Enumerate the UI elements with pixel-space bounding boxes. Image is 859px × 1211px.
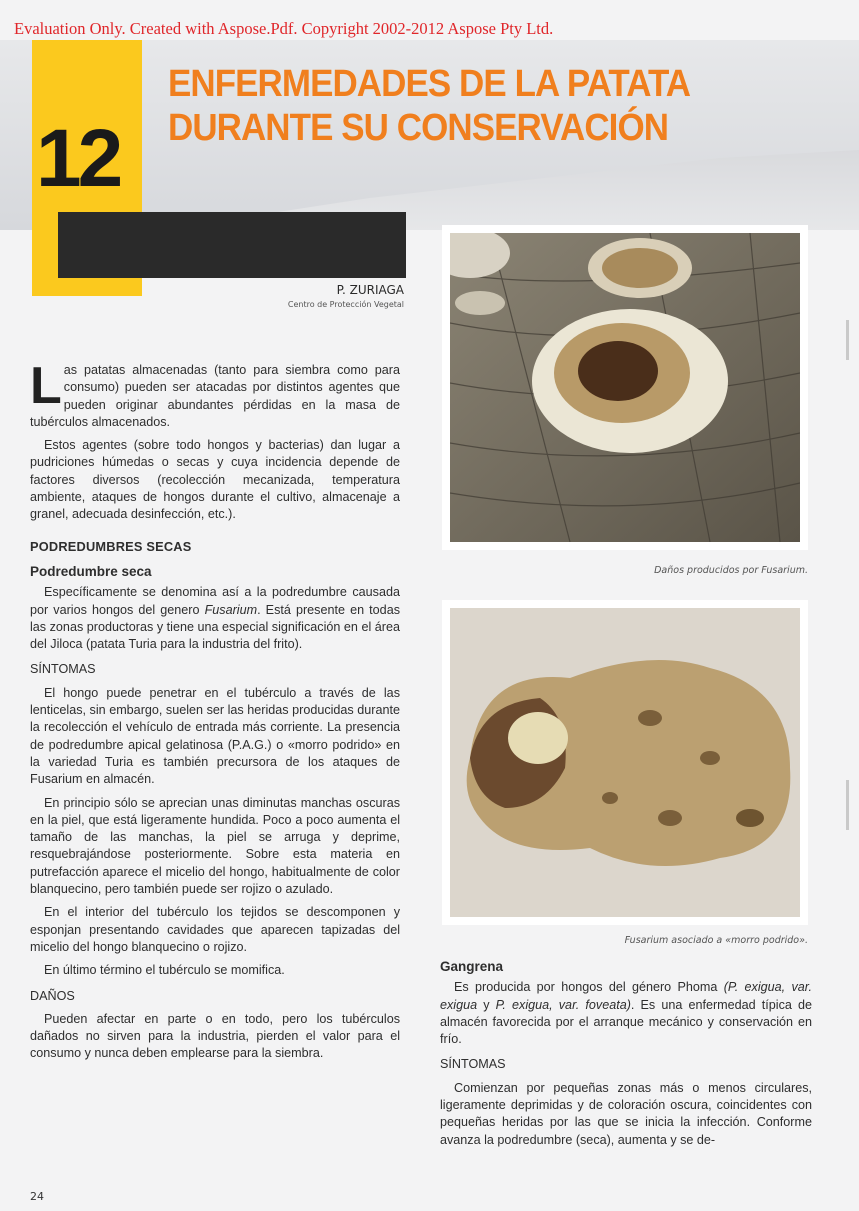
photo-fusarium-damage [442,225,808,550]
left-column [30,357,400,1069]
drop-cap: L [30,357,62,415]
symptoms-paragraph-1: El hongo puede penetrar en el tubérculo a través de las lenticelas, sin embargo, suelen ser las heridas producidas durante la recolección el vehículo de entrada más corriente. La presencia de podredumbre apical gelatinosa (P.A.G.) o «morro podrido» en la variedad Turia es también precursora de los ataques de Fusarium en almacén. [30,685,400,787]
symptoms-paragraph-4: En último término el tubérculo se momifica. [44,963,285,978]
page-title [168,62,691,150]
author-name: P. ZURIAGA [336,283,404,297]
intro-paragraph-2: Estos agentes (sobre todo hongos y bacterias) dan lugar a pudriciones húmedas o secas y cuya incidencia depende de factores diversos (recolección mecanizada, temperatura ambiente, ataques de hongos durante el cultivo, almacenaje a granel, adecuada desinfección, etc.). [30,438,400,522]
header-black-bar [58,212,406,278]
dry-rot-paragraph: Específicamente se denomina así a la podredumbre causada por varios hongos del genero Fusarium. Está presente en todas las zonas productoras y tiene una especial significación en el área del Jiloca (patata Turia para la industria del frito). [30,585,400,652]
damage-paragraph: Pueden afectar en parte o en todo, pero los tubérculos dañados no sirven para la industria, pierden el valor para el consumo y nunca deben emplearse para la siembra. [30,1011,400,1061]
intro-paragraph-1: Las patatas almacenadas (tanto para siembra como para consumo) pueden ser atacadas por distintos agentes que pueden originar abundantes pérdidas en la masa de tubérculos almacenados. [30,357,400,429]
page-number: 24 [30,1190,44,1203]
scan-edge-mark [846,320,849,360]
title-line-1: ENFERMEDADES DE LA PATATA [168,63,691,105]
scan-edge-mark [846,780,849,830]
photo-caption-2: Fusarium asociado a «morro podrido». [624,935,808,946]
right-column [440,952,812,1155]
gangrene-symptoms-heading: SÍNTOMAS [440,1057,506,1072]
photo-caption-1: Daños producidos por Fusarium. [654,565,808,576]
symptoms-paragraph-3: En el interior del tubérculo los tejidos se descomponen y esponjan presentando cavidades que aparecen tapizadas del micelio del hongo blanquecino o rojizo. [30,905,400,954]
symptoms-heading: SÍNTOMAS [30,662,96,677]
title-line-2: DURANTE SU CONSERVACIÓN [168,107,669,149]
gangrene-symptoms-paragraph: Comienzan por pequeñas zonas más o menos circulares, ligeramente deprimidas y de coloración oscura, coincidentes con pequeñas heridas por las que se inicia la infección. Conforme avanza la podredumbre (seca), aumenta y se de- [440,1080,812,1147]
author-affiliation: Centro de Protección Vegetal [287,300,404,309]
subheading-dry-rot: Podredumbre seca [30,563,152,579]
chapter-number: 12 [36,113,120,204]
gangrene-paragraph: Es producida por hongos del género Phoma (P. exigua, var. exigua y P. exigua, var. foveata). Es una enfermedad típica de almacén favorecida por el arranque mecánico y conservación en frío. [440,980,812,1047]
section-heading-dry-rot: PODREDUMBRES SECAS [30,538,192,554]
symptoms-paragraph-2: En principio sólo se aprecian unas diminutas manchas oscuras en la piel, que está ligeramente hundida. Poco a poco aumenta el tamaño de las manchas, la piel se arruga y deprime, resquebrajándose posteriormente. Sobre esta materia en putrefacción aparece el micelio del hongo, habitualmente de color blanquecino, pero también puede ser rojizo o azulado. [30,795,400,897]
damage-heading: DAÑOS [30,988,75,1003]
watermark-text: Evaluation Only. Created with Aspose.Pdf. Copyright 2002-2012 Aspose Pty Ltd. [14,19,554,38]
subheading-gangrene: Gangrena [440,959,504,974]
photo-morro-podrido [442,600,808,925]
